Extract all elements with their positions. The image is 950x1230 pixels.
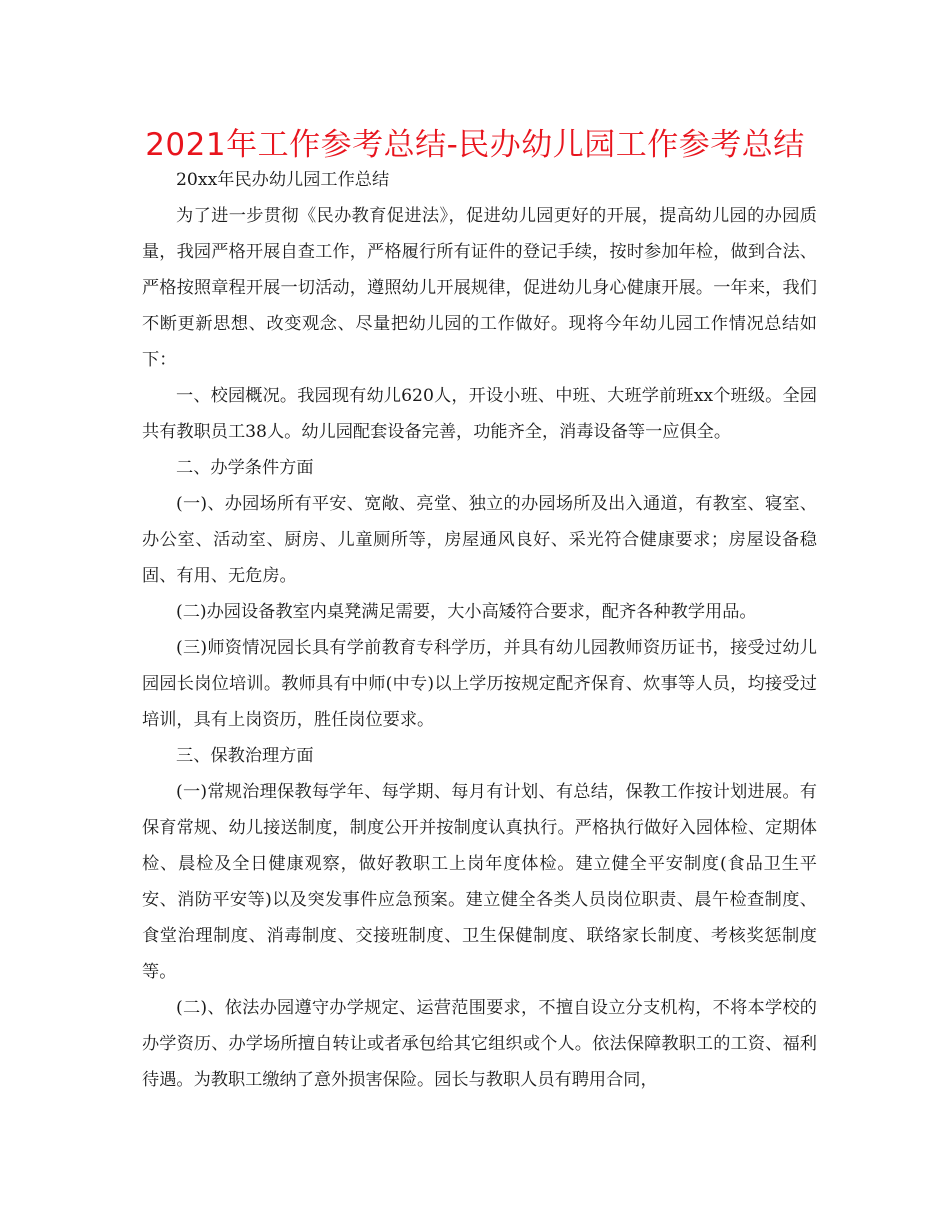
paragraph-venue: (一)、办园场所有平安、宽敞、亮堂、独立的办园场所及出入通道，有教室、寝室、办公室、活动室、厨房、儿童厕所等，房屋通风良好、采光符合健康要求；房屋设备稳固、有用、无危房。 bbox=[142, 494, 817, 586]
paragraph-campus-overview: 一、校园概况。我园现有幼儿620人，开设小班、中班、大班学前班xx个班级。全园共有教职员工38人。幼儿园配套设备完善，功能齐全，消毒设备等一应俱全。 bbox=[142, 386, 817, 442]
document-body bbox=[142, 162, 817, 1098]
paragraph-section-conditions: 二、办学条件方面 bbox=[176, 458, 314, 478]
paragraph-intro: 为了进一步贯彻《民办教育促进法》，促进幼儿园更好的开展，提高幼儿园的办园质量，我园严格开展自查工作，严格履行所有证件的登记手续，按时参加年检，做到合法、严格按照章程开展一切活动，遵照幼儿开展规律，促进幼儿身心健康开展。一年来，我们不断更新思想、改变观念、尽量把幼儿园的工作做好。现将今年幼儿园工作情况总结如下： bbox=[142, 206, 817, 370]
paragraph-routine-management: (一)常规治理保教每学年、每学期、每月有计划、有总结，保教工作按计划进展。有保育常规、幼儿接送制度，制度公开并按制度认真执行。严格执行做好入园体检、定期体检、晨检及全日健康观察，做好教职工上岗年度体检。建立健全平安制度(食品卫生平安、消防平安等)以及突发事件应急预案。建立健全各类人员岗位职责、晨午检查制度、食堂治理制度、消毒制度、交接班制度、卫生保健制度、联络家长制度、考核奖惩制度等。 bbox=[142, 782, 817, 982]
paragraph-equipment: (二)办园设备教室内桌凳满足需要，大小高矮符合要求，配齐各种教学用品。 bbox=[176, 602, 757, 622]
paragraph-lawful-operation: (二)、依法办园遵守办学规定、运营范围要求，不擅自设立分支机构，不将本学校的办学资历、办学场所擅自转让或者承包给其它组织或个人。依法保障教职工的工资、福利待遇。为教职工缴纳了意外损害保险。园长与教职人员有聘用合同， bbox=[142, 998, 817, 1090]
paragraph-subtitle: 20xx年民办幼儿园工作总结 bbox=[176, 170, 390, 190]
paragraph-section-management: 三、保教治理方面 bbox=[176, 746, 314, 766]
document-title: 2021年工作参考总结-民办幼儿园工作参考总结 bbox=[145, 127, 805, 163]
paragraph-staffing: (三)师资情况园长具有学前教育专科学历，并具有幼儿园教师资历证书，接受过幼儿园园长岗位培训。教师具有中师(中专)以上学历按规定配齐保育、炊事等人员，均接受过培训，具有上岗资历，胜任岗位要求。 bbox=[142, 638, 817, 730]
